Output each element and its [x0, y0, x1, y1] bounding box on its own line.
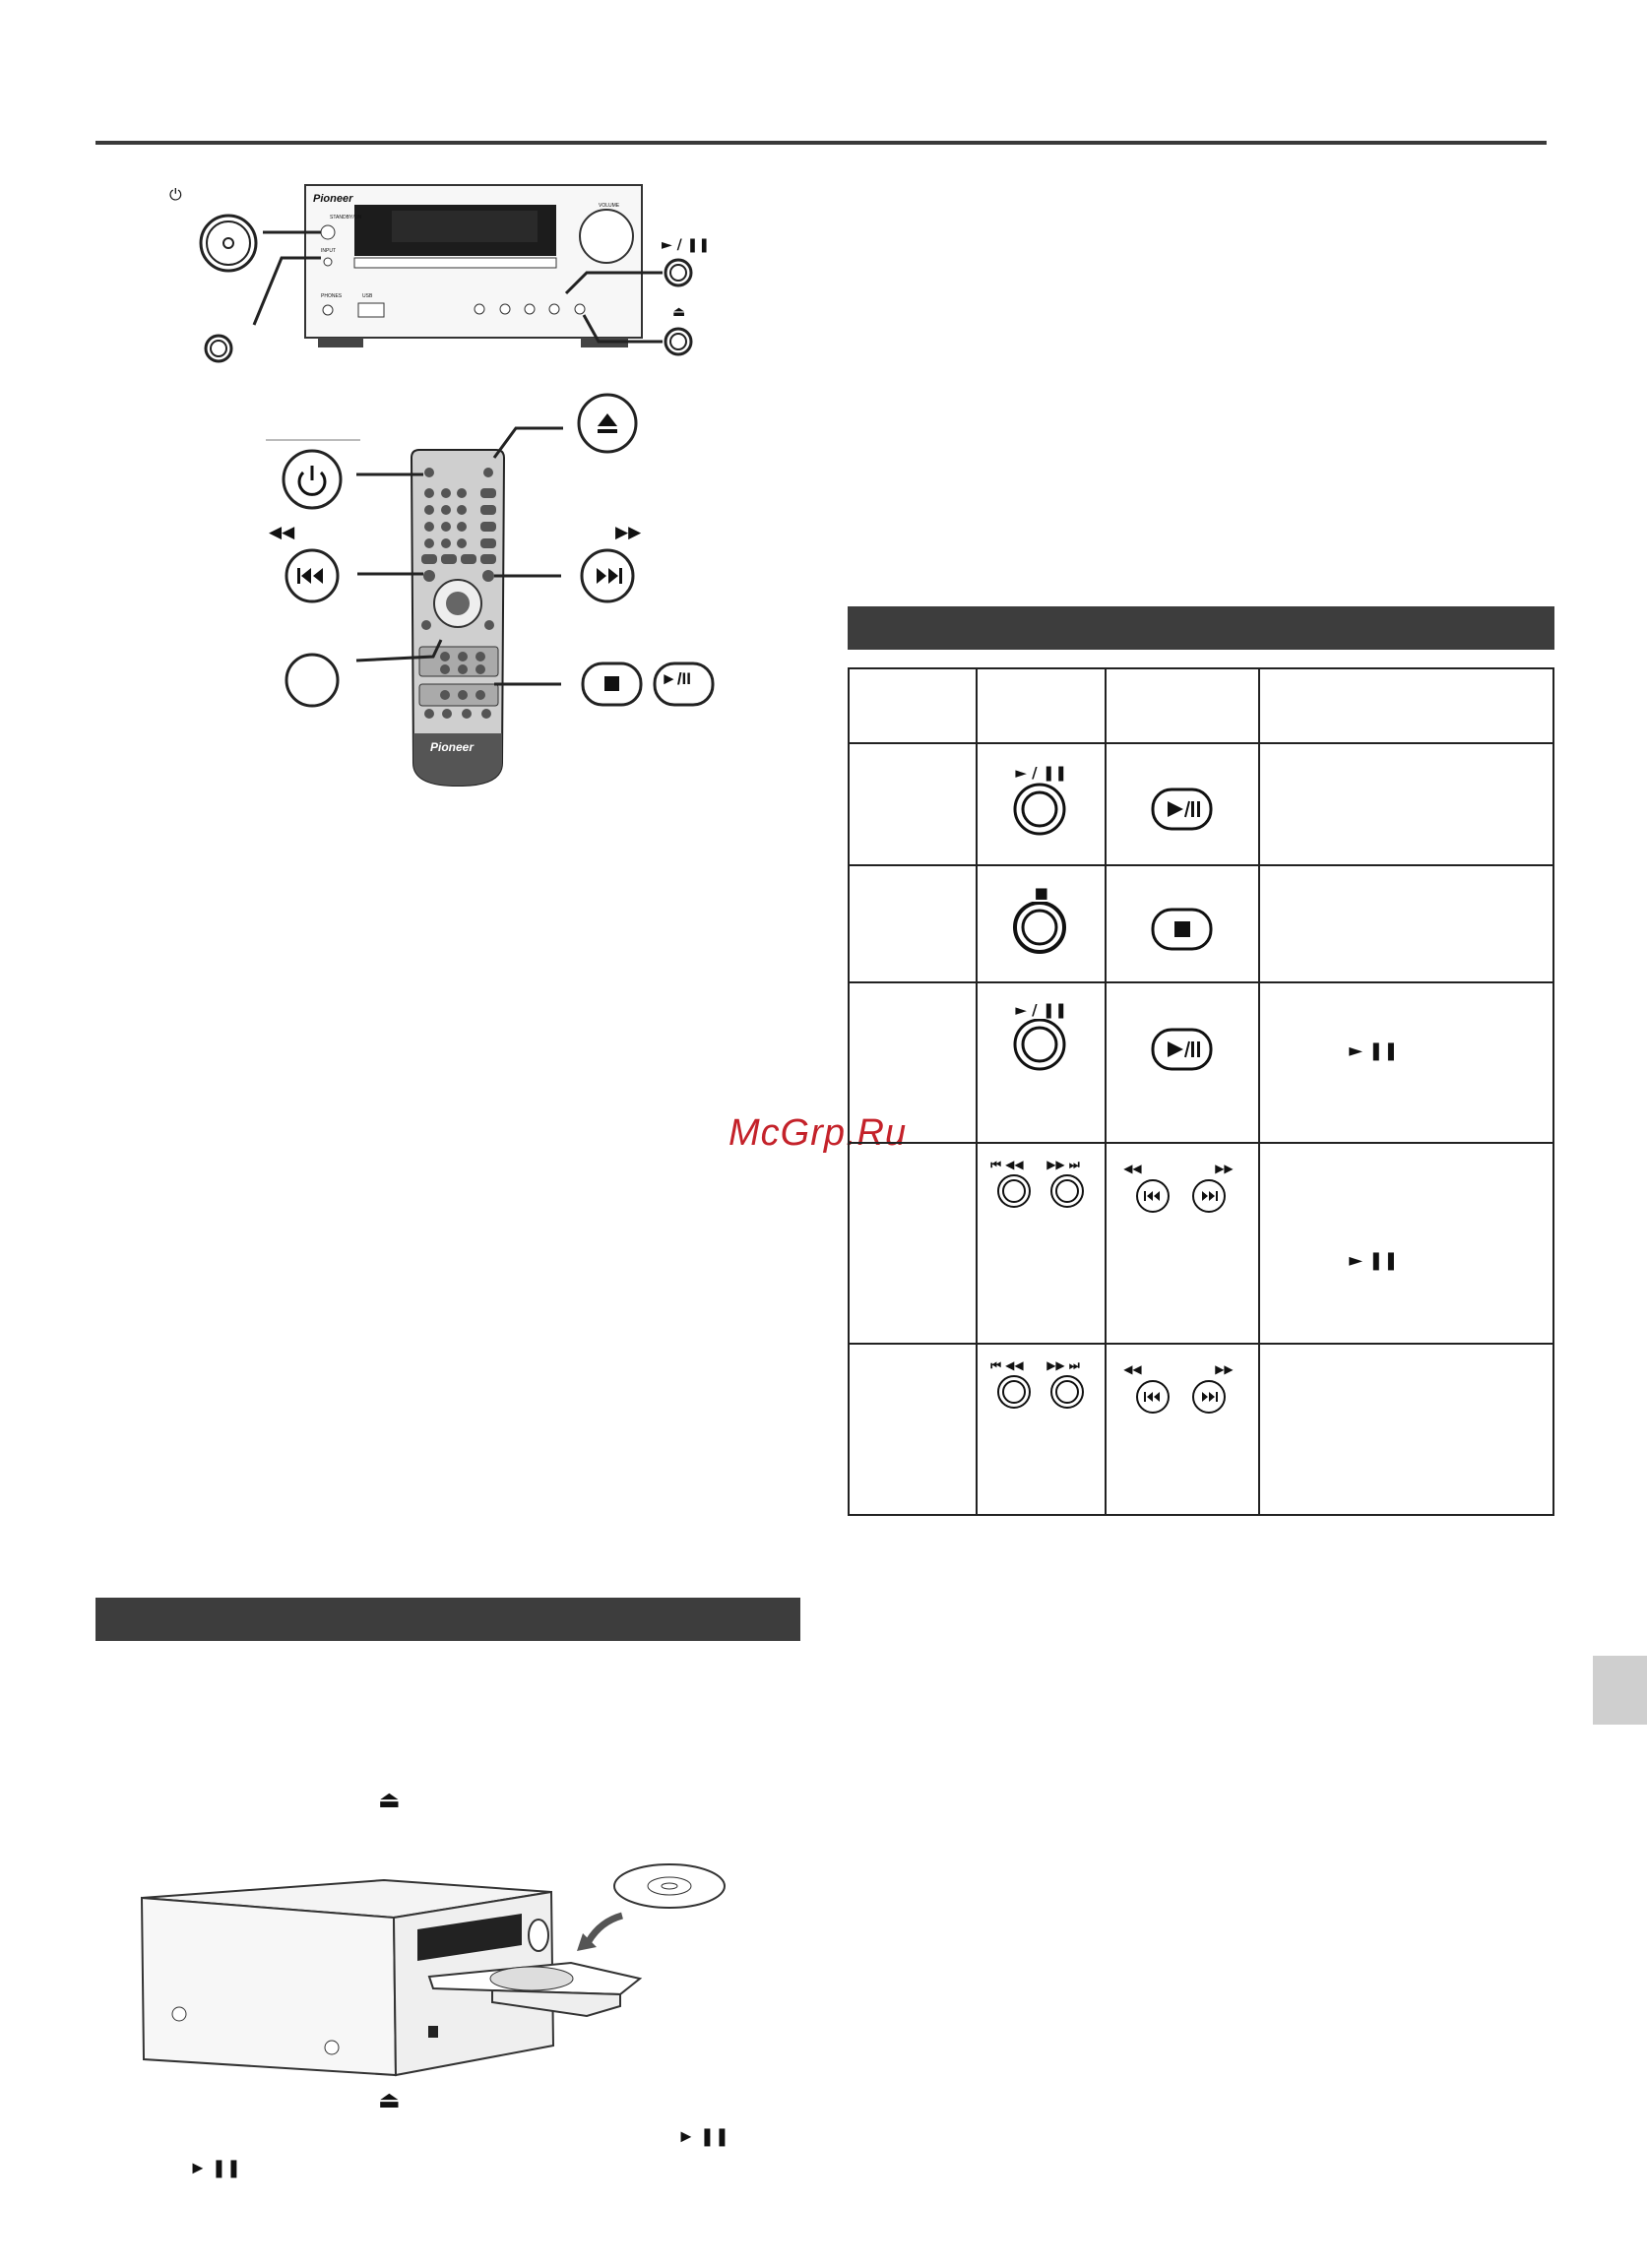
main-unit-button-icon: [978, 1019, 1105, 1078]
main-unit-skip-icons: [978, 1374, 1105, 1414]
table-row: [849, 1143, 1553, 1344]
play-pause-symbol: ► ❚❚: [1349, 1250, 1399, 1271]
remote-rew-label: ◀◀: [1123, 1162, 1142, 1175]
input-label: INPUT: [321, 248, 336, 254]
table-row: [849, 982, 1553, 1143]
table-cell-main-unit: [977, 982, 1106, 1143]
main-unit-skip-icons: [978, 1173, 1105, 1213]
eject-symbol-2: ⏏: [378, 2087, 401, 2113]
power-callout-label: ⏻: [169, 187, 182, 204]
table-row: [849, 865, 1553, 982]
play-pause-callout-label: ► / ❚❚: [662, 237, 711, 253]
table-cell-remote: [1106, 743, 1259, 865]
table-cell: [849, 1344, 977, 1515]
table-cell: [849, 865, 977, 982]
table-row: [849, 743, 1553, 865]
table-cell-description: [1259, 743, 1553, 865]
play-pause-symbol-2: ► ❚❚: [189, 2158, 241, 2177]
remote-rew-label: ◀◀: [1123, 1362, 1142, 1376]
usb-label: USB: [362, 293, 373, 299]
phones-label: PHONES: [321, 293, 343, 299]
play-pause-symbol-1: ► ❚❚: [677, 2126, 729, 2146]
play-pause-label: ► / ❚❚: [1015, 764, 1067, 782]
operations-table: [848, 667, 1554, 1516]
table-cell-main-unit: [977, 1143, 1106, 1344]
table-header-cell: [1106, 668, 1259, 743]
section-header-left: [95, 1598, 800, 1641]
volume-label: VOLUME: [599, 203, 620, 209]
standby-label: STANDBY/ON: [330, 215, 362, 220]
remote-ff-label: ▶▶: [1215, 1162, 1234, 1175]
table-cell-remote: [1106, 982, 1259, 1143]
top-rule: [95, 141, 1547, 145]
main-unit-button-icon: [978, 902, 1105, 961]
eject-callout-label: ⏏: [672, 304, 686, 320]
table-cell-main-unit: [977, 865, 1106, 982]
section-header-right: [848, 606, 1554, 650]
remote-skip-icons: [1107, 1177, 1258, 1217]
remote-illustration: [266, 389, 719, 802]
table-row: [849, 1344, 1553, 1515]
disc-loading-illustration: [138, 1860, 738, 2087]
table-cell-remote: [1106, 865, 1259, 982]
table-header-cell: [849, 668, 977, 743]
skip-forward-label: ▶▶ ⏭: [1046, 1158, 1080, 1171]
eject-symbol: ⏏: [378, 1787, 401, 1813]
main-unit-button-icon: [978, 782, 1105, 841]
remote-play-pause-icon: [1107, 983, 1258, 1137]
watermark: McGrp.Ru: [728, 1112, 908, 1154]
table-cell-remote: [1106, 1143, 1259, 1344]
table-cell-description: [1259, 982, 1553, 1143]
table-cell: [849, 1143, 977, 1344]
front-panel-illustration: [148, 177, 719, 374]
table-header-row: [849, 668, 1553, 743]
table-cell: [849, 982, 977, 1143]
table-cell-description: [1259, 865, 1553, 982]
table-cell-description: [1259, 1143, 1553, 1344]
remote-stop-icon: [1107, 866, 1258, 976]
remote-play-pause-icon: [1107, 744, 1258, 859]
play-pause-label: ► / ❚❚: [1015, 1001, 1067, 1019]
table-cell: [849, 743, 977, 865]
remote-play-pause-glyph: ►/II: [661, 669, 691, 688]
table-cell-main-unit: [977, 743, 1106, 865]
side-tab: [1593, 1656, 1647, 1725]
skip-forward-label: ▶▶ ⏭: [1046, 1358, 1080, 1372]
skip-back-label: ⏮ ◀◀: [990, 1358, 1024, 1372]
stop-label: ■: [1034, 884, 1048, 902]
remote-brand: Pioneer: [430, 740, 475, 754]
front-panel-brand: Pioneer: [313, 193, 353, 205]
table-header-cell: [1259, 668, 1553, 743]
rew-label: ◀◀: [269, 523, 295, 542]
table-header-cell: [977, 668, 1106, 743]
ff-label: ▶▶: [615, 523, 642, 542]
play-pause-symbol: ► ❚❚: [1349, 1040, 1399, 1061]
skip-back-label: ⏮ ◀◀: [990, 1158, 1024, 1171]
remote-skip-icons: [1107, 1378, 1258, 1418]
remote-ff-label: ▶▶: [1215, 1362, 1234, 1376]
table-cell-remote: [1106, 1344, 1259, 1515]
table-cell-description: [1259, 1344, 1553, 1515]
table-cell-main-unit: [977, 1344, 1106, 1515]
